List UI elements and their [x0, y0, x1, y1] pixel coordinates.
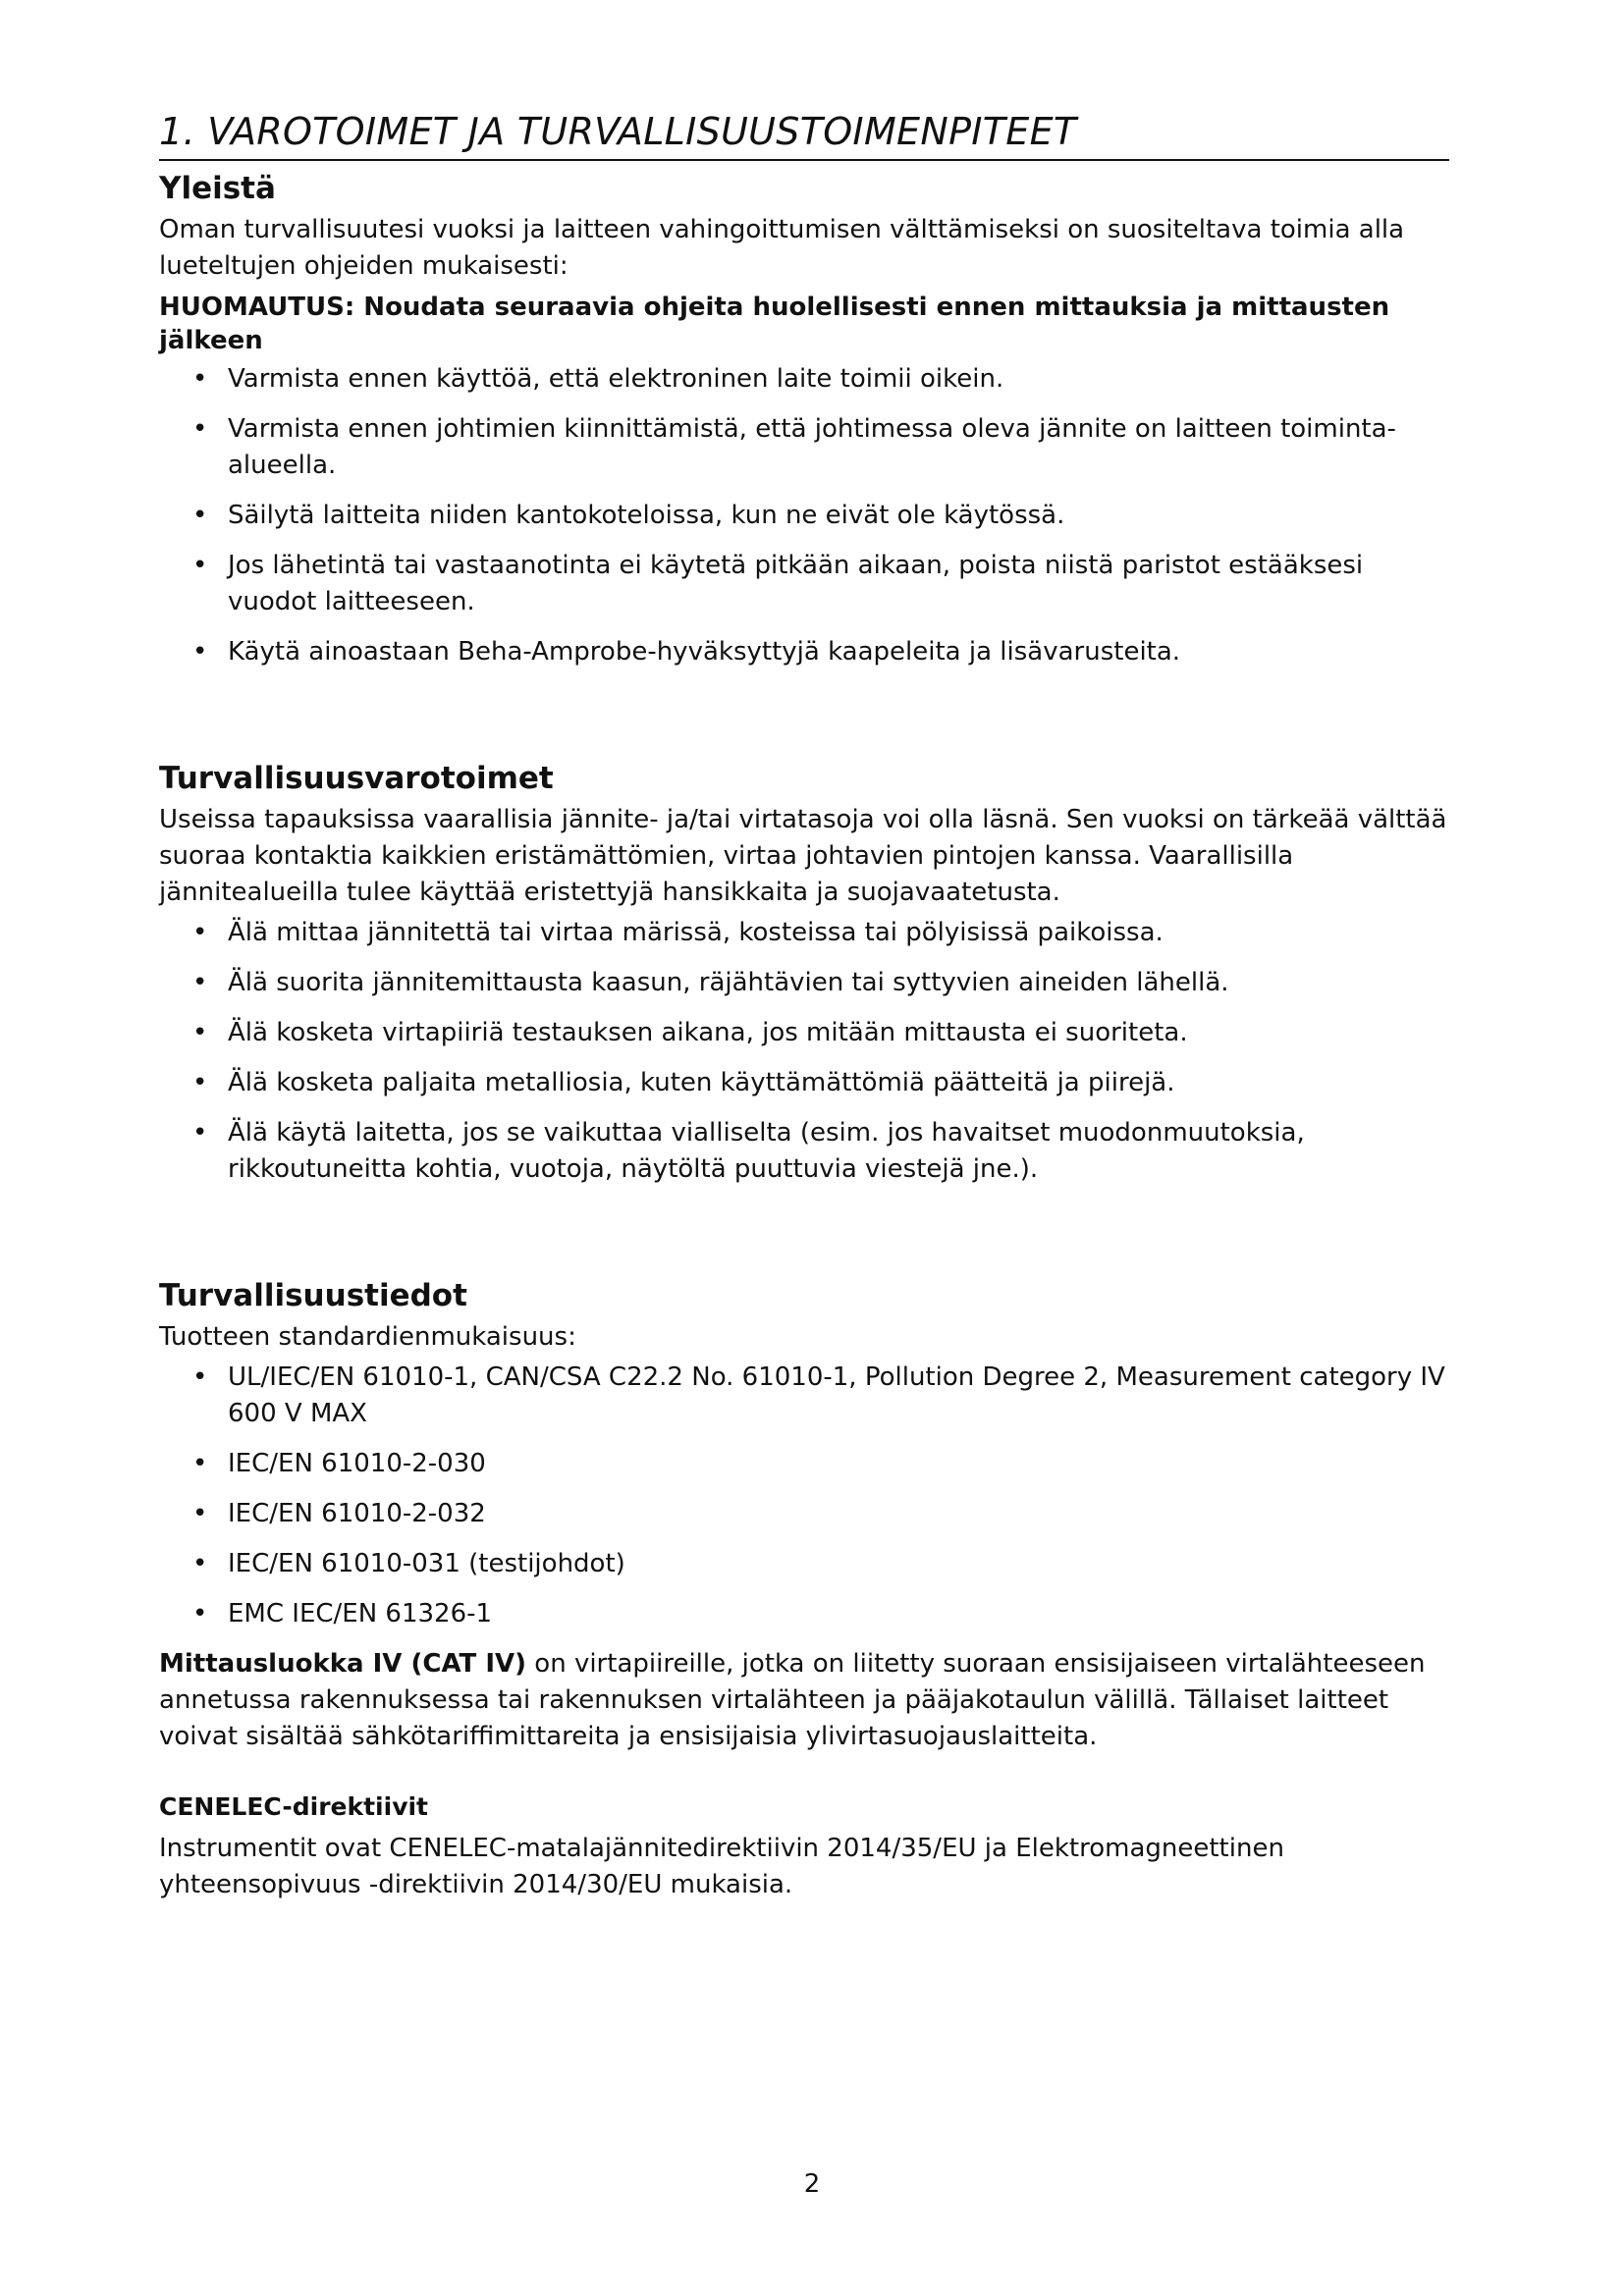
list-item: • IEC/EN 61010-2-030 [228, 1446, 1449, 1482]
cenelec-section [159, 1792, 1449, 1903]
page-number: 2 [803, 2169, 821, 2199]
general-list [159, 361, 1449, 670]
list-item: • IEC/EN 61010-2-032 [228, 1496, 1449, 1532]
list-item: • Älä kosketa virtapiiriä testauksen aikana, jos mitään mittausta ei suoriteta. [228, 1015, 1449, 1051]
safety-info-section [159, 1278, 1449, 1755]
general-intro: Oman turvallisuutesi vuoksi ja laitteen vahingoittumisen välttämiseksi on suositeltava toimia alla lueteltujen ohjeiden mukaisesti: [159, 215, 1405, 281]
precautions-heading: Turvallisuusvarotoimet [159, 761, 554, 796]
list-item: • Älä kosketa paljaita metalliosia, kuten käyttämättömiä päätteitä ja piirejä. [228, 1065, 1449, 1101]
list-item: • Varmista ennen käyttöä, että elektroninen laite toimii oikein. [228, 361, 1449, 398]
measurement-category-paragraph [159, 1646, 1449, 1755]
list-item: • IEC/EN 61010-031 (testijohdot) [228, 1546, 1449, 1582]
list-item: • Älä käytä laitetta, jos se vaikuttaa vialliselta (esim. jos havaitset muodonmuutoksia, rikkoutuneitta kohtia, vuotoja, näytöltä puuttuvia viestejä jne.). [228, 1115, 1449, 1188]
list-item: • Älä mittaa jännitettä tai virtaa märissä, kosteissa tai pölyisissä paikoissa. [228, 915, 1449, 951]
precautions-intro: Useissa tapauksissa vaarallisia jännite- ja/tai virtatasoja voi olla läsnä. Sen vuoksi on tärkeää välttää suoraa kontaktia kaikkien eristämättömien, virtaa johtavien pintojen kanssa. Vaarallisilla jännitealueilla tulee käyttää eristettyjä hansikkaita ja suojavaatetusta. [159, 805, 1447, 907]
list-item: • Varmista ennen johtimien kiinnittämistä, että johtimessa oleva jännite on laitteen toiminta-alueella. [228, 411, 1449, 484]
general-note: HUOMAUTUS: Noudata seuraavia ohjeita huolellisesti ennen mittauksia ja mittausten jälkeen [159, 293, 1390, 355]
precautions-list [159, 915, 1449, 1188]
general-heading: Yleistä [159, 171, 276, 206]
list-item: • UL/IEC/EN 61010-1, CAN/CSA C22.2 No. 61010-1, Pollution Degree 2, Measurement category IV 600 V MAX [228, 1360, 1449, 1432]
precautions-section [159, 761, 1449, 1188]
cenelec-heading: CENELEC-direktiivit [159, 1792, 429, 1821]
list-item: • Jos lähetintä tai vastaanotinta ei käytetä pitkään aikaan, poista niistä paristot estääksesi vuodot laitteeseen. [228, 548, 1449, 620]
list-item: • Säilytä laitteita niiden kantokoteloissa, kun ne eivät ole käytössä. [228, 498, 1449, 534]
chapter-title: 1. VAROTOIMET JA TURVALLISUUSTOIMENPITEET [159, 110, 1449, 161]
document-page [159, 110, 1449, 1903]
list-item: • Älä suorita jännitemittausta kaasun, räjähtävien tai syttyvien aineiden lähellä. [228, 965, 1449, 1001]
safety-info-intro: Tuotteen standardienmukaisuus: [159, 1322, 576, 1352]
general-section [159, 171, 1449, 670]
safety-info-heading: Turvallisuustiedot [159, 1278, 467, 1313]
standards-list [159, 1360, 1449, 1632]
list-item: • Käytä ainoastaan Beha-Amprobe-hyväksyttyjä kaapeleita ja lisävarusteita. [228, 634, 1449, 670]
list-item: • EMC IEC/EN 61326-1 [228, 1596, 1449, 1632]
cenelec-text: Instrumentit ovat CENELEC-matalajännitedirektiivin 2014/35/EU ja Elektromagneettinen yhteensopivuus -direktiivin 2014/30/EU mukaisia. [159, 1834, 1284, 1899]
measurement-category-text: on virtapiireille, jotka on liitetty suoraan ensisijaiseen virtalähteeseen annetussa rakennuksessa tai rakennuksen virtalähteen ja pääjakotaulun välillä. Tällaiset laitteet voivat sisältää sähkötariffimittareita ja ensisijaisia ylivirtasuojauslaitteita. [159, 1649, 1426, 1751]
measurement-category-term: Mittausluokka IV (CAT IV) [159, 1649, 527, 1679]
